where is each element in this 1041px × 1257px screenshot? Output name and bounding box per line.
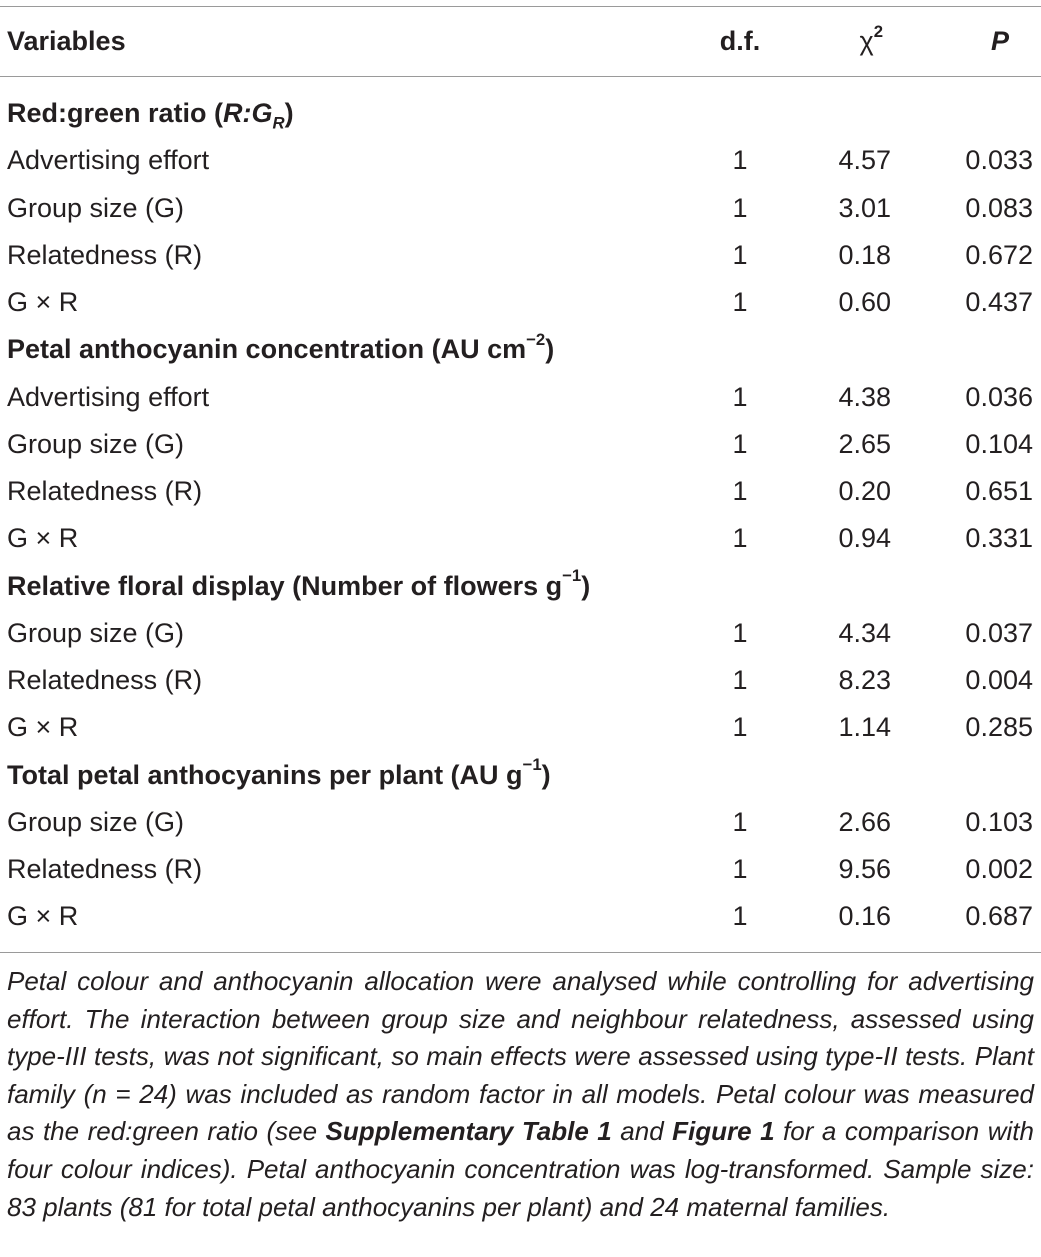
cell-df: 1 [732, 617, 748, 648]
cell-p: 0.004 [965, 665, 1033, 695]
cell-p: 0.083 [965, 192, 1033, 223]
table-row [0, 704, 1041, 751]
section-title-text: Red:green ratio $(R:G_R)$ [7, 98, 294, 133]
table-row [0, 799, 1041, 846]
section-title-text: Relative floral display (Number of flowers $g^{-1}$) [7, 566, 591, 601]
cell-variable: G × R [7, 712, 79, 743]
figure-link[interactable]: Figure 1 [672, 1116, 775, 1147]
cell-chi2: 4.34 [838, 617, 891, 648]
section-title [0, 563, 1041, 610]
table-row [0, 374, 1041, 421]
cell-chi2: 0.20 [838, 476, 891, 506]
section-title-text: Total petal anthocyanins per plant (AU $g^{-1}$) [7, 755, 551, 790]
cell-chi2: 2.66 [838, 806, 891, 837]
cell-df: 1 [732, 192, 748, 223]
header-df: d.f. [719, 26, 761, 56]
table-row [0, 279, 1041, 326]
cell-chi2: 0.94 [838, 523, 891, 554]
cell-df: 1 [732, 901, 748, 932]
cell-variable: Group size (G) [7, 617, 185, 648]
cell-df: 1 [732, 145, 748, 176]
table-row [0, 515, 1041, 562]
table-row [0, 232, 1041, 279]
cell-df: 1 [732, 287, 748, 317]
cell-variable: Relatedness (R) [7, 476, 203, 506]
cell-variable: Advertising effort [7, 145, 210, 176]
cell-df: 1 [732, 523, 748, 554]
cell-df: 1 [732, 806, 748, 837]
cell-chi2: 8.23 [838, 665, 891, 695]
table-header [0, 18, 1041, 65]
cell-chi2: 3.01 [838, 192, 891, 223]
cell-variable: Advertising effort [7, 381, 210, 412]
header-chi2: $\chi^2$ [859, 21, 883, 56]
cell-variable: G × R [7, 901, 79, 932]
cell-df: 1 [732, 854, 748, 884]
cell-variable: G × R [7, 287, 79, 317]
cell-variable: G × R [7, 523, 79, 554]
section-title-text: Petal anthocyanin concentration (AU $cm^{-2}$) [7, 329, 555, 365]
cell-chi2: 1.14 [838, 712, 891, 743]
section-title [0, 752, 1041, 799]
section-title [0, 326, 1041, 373]
table-row [0, 657, 1041, 704]
table-row [0, 846, 1041, 893]
cell-chi2: 0.60 [838, 287, 891, 317]
table-row [0, 610, 1041, 657]
cell-df: 1 [732, 712, 748, 743]
cell-p: 0.331 [965, 523, 1033, 554]
header-rule [0, 76, 1041, 77]
cell-variable: Relatedness (R) [7, 854, 203, 884]
cell-p: 0.672 [965, 239, 1033, 270]
cell-chi2: 4.38 [838, 381, 891, 412]
cell-variable: Group size (G) [7, 192, 185, 223]
header-p: P [990, 26, 1009, 56]
cell-chi2: 9.56 [838, 854, 891, 884]
cell-variable: Relatedness (R) [7, 665, 203, 695]
cell-p: 0.103 [965, 806, 1033, 837]
cell-variable: Relatedness (R) [7, 239, 203, 270]
supplementary-table-link[interactable]: Supplementary Table 1 [325, 1116, 612, 1147]
cell-p: 0.036 [965, 381, 1033, 412]
cell-p: 0.285 [965, 712, 1033, 743]
cell-chi2: 0.18 [838, 239, 891, 270]
cell-p: 0.437 [965, 287, 1033, 317]
cell-p: 0.037 [965, 617, 1033, 648]
cell-variable: Group size (G) [7, 428, 185, 459]
top-rule [0, 6, 1041, 7]
table-row [0, 421, 1041, 468]
cell-chi2: 2.65 [838, 428, 891, 459]
header-variables: Variables [7, 26, 126, 56]
cell-df: 1 [732, 476, 748, 506]
cell-chi2: 0.16 [838, 901, 891, 932]
table-footnote: Petal colour and anthocyanin allocation were analysed while controlling for advertising effort. The interaction between group size and neighbour relatedness, assessed using type-III tests, was not significant, so main effects were assessed using type-II tests. Plant family (n = 24) was included as random factor in all models. Petal colour was measured as the red:green ratio (see Supplementary Table 1 and Figure 1 for a comparison with four colour indices). Petal anthocyanin concentration was log-transformed. Sample size: 83 plants (81 for total petal anthocyanins per plant) and 24 maternal families. [7, 966, 1034, 1222]
table-row [0, 893, 1041, 940]
cell-chi2: 4.57 [838, 145, 891, 176]
table-row [0, 185, 1041, 232]
bottom-rule [0, 952, 1041, 953]
section-title [0, 90, 1041, 137]
cell-p: 0.033 [965, 145, 1033, 176]
cell-p: 0.687 [965, 901, 1033, 932]
cell-df: 1 [732, 381, 748, 412]
table-row [0, 137, 1041, 184]
cell-p: 0.651 [965, 476, 1033, 506]
cell-variable: Group size (G) [7, 806, 185, 837]
table-row [0, 468, 1041, 515]
cell-df: 1 [732, 428, 748, 459]
cell-df: 1 [732, 665, 748, 695]
cell-p: 0.104 [965, 428, 1033, 459]
cell-p: 0.002 [965, 854, 1033, 884]
cell-df: 1 [732, 239, 748, 270]
